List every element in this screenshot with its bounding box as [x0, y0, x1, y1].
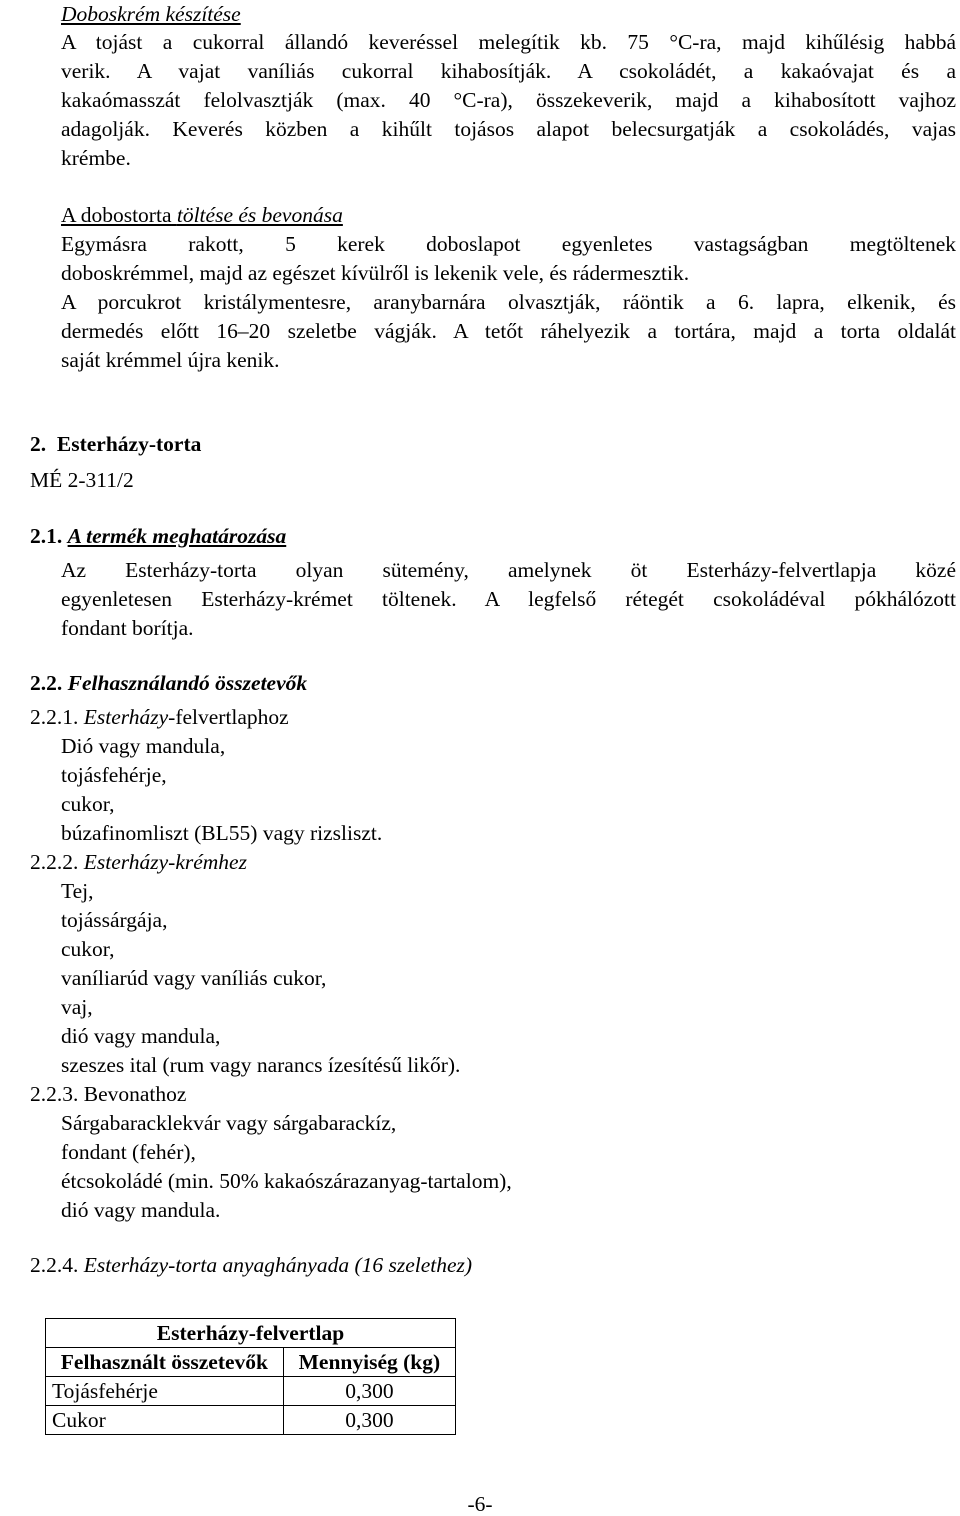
- ingredient-item: fondant (fehér),: [61, 1140, 196, 1164]
- section-2-2-1-number: 2.2.1.: [30, 705, 79, 729]
- toltes-line: saját krémmel újra kenik.: [61, 348, 280, 372]
- table-caption-row: [46, 1319, 456, 1348]
- doboskrem-line: adagolják. Keverés közben a kihűlt tojásos alapot belecsurgatják a csokoládés, vajas: [61, 117, 956, 141]
- page-number: -6-: [467, 1492, 493, 1516]
- doboskrem-heading: Doboskrém készítése: [61, 2, 241, 26]
- section-2-2-heading: [30, 669, 307, 697]
- ingredient-item: szeszes ital (rum vagy narancs ízesítésű likőr).: [61, 1053, 461, 1077]
- section-2-2-number: 2.2.: [30, 671, 63, 695]
- table-row: [46, 1377, 456, 1406]
- doboskrem-line: kakaómasszát felolvasztják (max. 40 °C-ra), összekeverik, majd a kihabosított vajhoz: [61, 88, 956, 112]
- section-2-2-4-heading: [30, 1251, 472, 1279]
- product-code: MÉ 2-311/2: [30, 468, 134, 492]
- table-header-row: [46, 1348, 456, 1377]
- section-2-2-1-heading: [30, 703, 289, 731]
- doboskrem-line: A tojást a cukorral állandó keveréssel melegítik kb. 75 °C-ra, majd kihűlésig habbá: [61, 30, 956, 54]
- ingredient-item: Dió vagy mandula,: [61, 734, 226, 758]
- section-2-2-3-number: 2.2.3.: [30, 1082, 79, 1106]
- section-2-2-4-title: Esterházy-torta anyaghányada (16 szelethez): [83, 1253, 473, 1277]
- definition-line: egyenletesen Esterházy-krémet töltenek. A legfelső rétegét csokoládéval pókhálózott: [61, 587, 956, 611]
- toltes-line: doboskrémmel, majd az egészet kívülről is lekenik vele, és rádermesztik.: [61, 261, 690, 285]
- section-2-1-heading: [30, 522, 286, 550]
- toltes-heading: [61, 201, 343, 229]
- definition-line: fondant borítja.: [61, 616, 194, 640]
- section-2-2-2-title: Esterházy-krémhez: [83, 850, 247, 874]
- toltes-heading-italic: töltése és bevonása: [176, 203, 343, 227]
- column-header-ingredients: Felhasznált összetevők: [46, 1348, 284, 1377]
- toltes-line: Egymásra rakott, 5 kerek doboslapot egyenletes vastagságban megtöltenek: [61, 232, 956, 256]
- table-caption: Esterházy-felvertlap: [46, 1319, 456, 1348]
- ingredient-item: vaníliarúd vagy vaníliás cukor,: [61, 966, 327, 990]
- ingredient-name-cell: Tojásfehérje: [46, 1377, 284, 1406]
- section-2-2-1-title-italic: Esterházy: [83, 705, 169, 729]
- ingredient-item: dió vagy mandula.: [61, 1198, 221, 1222]
- ingredients-table: [45, 1318, 456, 1435]
- definition-line: Az Esterházy-torta olyan sütemény, amelynek öt Esterházy-felvertlapja közé: [61, 558, 956, 582]
- doboskrem-line: verik. A vajat vaníliás cukorral kihabosítják. A csokoládét, a kakaóvajat és a: [61, 59, 956, 83]
- ingredient-item: étcsokoládé (min. 50% kakaószárazanyag-tartalom),: [61, 1169, 512, 1193]
- section-title: 2. Esterházy-torta: [30, 432, 202, 456]
- doboskrem-line: krémbe.: [61, 146, 131, 170]
- ingredient-item: tojássárgája,: [61, 908, 168, 932]
- section-2-2-2-number: 2.2.2.: [30, 850, 79, 874]
- toltes-line: A porcukrot kristálymentesre, aranybarnára olvasztják, ráöntik a 6. lapra, elkenik, és: [61, 290, 956, 314]
- toltes-heading-plain: A dobostorta: [61, 203, 172, 227]
- quantity-cell: 0,300: [283, 1406, 455, 1435]
- section-2-2-4-number: 2.2.4.: [30, 1253, 79, 1277]
- column-header-quantity: Mennyiség (kg): [283, 1348, 455, 1377]
- ingredient-item: cukor,: [61, 937, 115, 961]
- section-2-1-title: A termék meghatározása: [67, 524, 287, 548]
- toltes-line: dermedés előtt 16–20 szeletbe vágják. A tetőt ráhelyezik a tortára, majd a torta oldalát: [61, 319, 956, 343]
- ingredient-item: Sárgabaracklekvár vagy sárgabarackíz,: [61, 1111, 397, 1135]
- ingredient-item: vaj,: [61, 995, 93, 1019]
- ingredient-item: búzafinomliszt (BL55) vagy rizsliszt.: [61, 821, 383, 845]
- ingredient-item: cukor,: [61, 792, 115, 816]
- section-2-2-2-heading: [30, 848, 247, 876]
- ingredient-item: Tej,: [61, 879, 94, 903]
- section-2-2-1-title-rest: -felvertlaphoz: [168, 705, 289, 729]
- ingredient-item: tojásfehérje,: [61, 763, 167, 787]
- section-2-2-title: Felhasználandó összetevők: [67, 671, 308, 695]
- ingredient-item: dió vagy mandula,: [61, 1024, 221, 1048]
- section-2-2-3-heading: [30, 1080, 186, 1108]
- ingredient-name-cell: Cukor: [46, 1406, 284, 1435]
- section-2-2-3-title: Bevonathoz: [83, 1082, 187, 1106]
- table-row: [46, 1406, 456, 1435]
- section-2-1-number: 2.1.: [30, 524, 63, 548]
- quantity-cell: 0,300: [283, 1377, 455, 1406]
